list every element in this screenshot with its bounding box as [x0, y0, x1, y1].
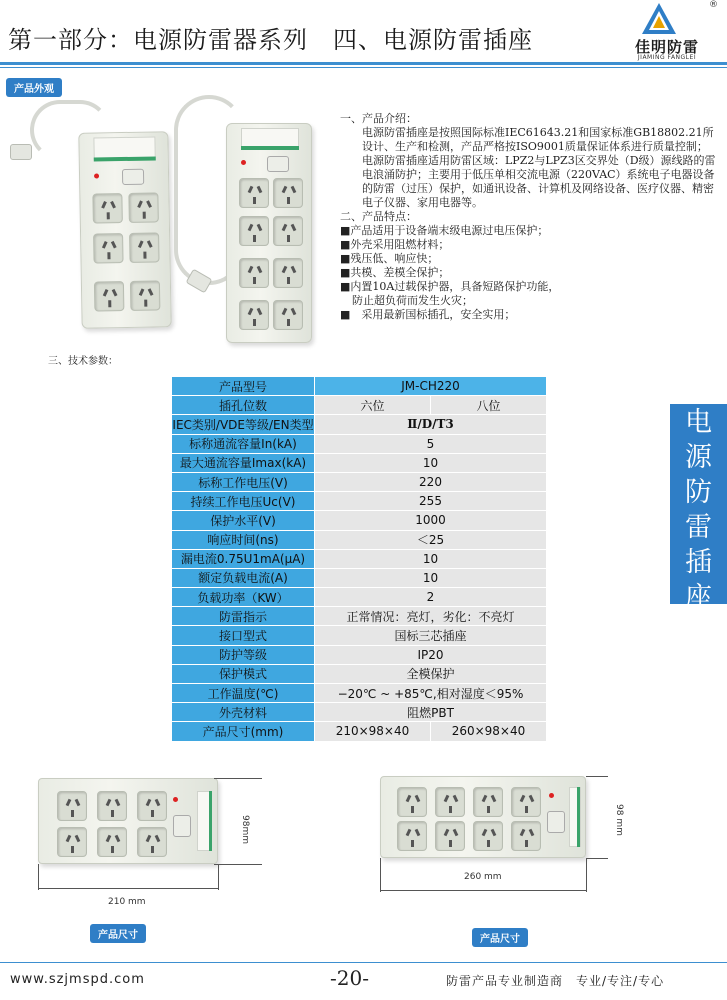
spec-table	[171, 376, 547, 742]
product-photo-eight-socket	[170, 95, 320, 345]
spec-key: 外壳材料	[172, 703, 315, 722]
table-row	[172, 453, 547, 472]
spec-value: Ⅱ/D/T3	[315, 415, 547, 434]
page-number: -20-	[330, 966, 369, 990]
feature-item: ■共模、差模全保护；	[340, 266, 450, 279]
table-row	[172, 549, 547, 568]
footer-slogan: 防雷产品专业制造商 专业/专注/专心	[446, 974, 665, 988]
table-row	[172, 645, 547, 664]
appearance-badge: 产品外观	[6, 78, 62, 97]
feature-item: ■残压低、响应快；	[340, 252, 439, 265]
dimension-line	[380, 858, 381, 892]
table-row	[172, 607, 547, 626]
intro-heading: 一、产品介绍：	[340, 112, 417, 125]
footer-website[interactable]: www.szjmspd.com	[10, 972, 145, 987]
spec-value: 阻燃PBT	[315, 703, 547, 722]
spec-key: 响应时间(ns)	[172, 530, 315, 549]
product-introduction	[340, 112, 720, 322]
feature-item: ■ 采用最新国标插孔，安全实用；	[340, 308, 516, 321]
spec-key: 产品型号	[172, 377, 315, 396]
spec-key: 漏电流0.75U1mA(μA)	[172, 549, 315, 568]
logo-english-name: JIAMING FANGLEI	[637, 54, 697, 61]
spec-value: 255	[315, 492, 547, 511]
table-row	[172, 588, 547, 607]
dimension-line	[214, 864, 262, 865]
spec-key: 保护模式	[172, 664, 315, 683]
spec-key: 防护等级	[172, 645, 315, 664]
dimension-line	[214, 778, 262, 779]
triangle-logo-icon	[641, 2, 677, 36]
spec-key: 标称工作电压(V)	[172, 472, 315, 491]
spec-key: 工作温度(℃)	[172, 684, 315, 703]
spec-value: 2	[315, 588, 547, 607]
spec-key: 产品尺寸(mm)	[172, 722, 315, 741]
spec-key: 标称通流容量In(kA)	[172, 434, 315, 453]
side-tab-char: 源	[685, 442, 712, 473]
spec-value: 1000	[315, 511, 547, 530]
spec-key: IEC类别/VDE等级/EN类型	[172, 415, 315, 434]
spec-key: 最大通流容量Imax(kA)	[172, 453, 315, 472]
side-tab-char: 电	[685, 407, 712, 438]
spec-value: 六位	[315, 396, 431, 415]
dimension-line	[38, 888, 218, 889]
registered-mark: ®	[709, 0, 718, 10]
dimension-drawing-six-socket	[38, 778, 218, 864]
page-title: 第一部分：电源防雷器系列 四、电源防雷插座	[8, 26, 533, 54]
spec-key: 持续工作电压Uc(V)	[172, 492, 315, 511]
dimension-height-label: 98 mm	[614, 804, 624, 836]
table-row	[172, 568, 547, 587]
header-divider	[0, 62, 727, 65]
spec-value: 10	[315, 549, 547, 568]
spec-key: 插孔位数	[172, 396, 315, 415]
dimension-line	[586, 776, 608, 777]
intro-paragraph-application: 电源防雷插座适用防雷区域：LPZ2与LPZ3区交界处（D级）源线路的雷电浪涌防护；主要用于低压单相交流电源（220VAC）系统电子电器设备的防雷（过压）保护，如通讯设备、计算机及网络设备、医疗仪器、精密电子仪器、家用电器等。	[362, 154, 716, 209]
spec-value: 八位	[430, 396, 546, 415]
side-tab-char: 雷	[685, 512, 712, 543]
spec-value: IP20	[315, 645, 547, 664]
spec-value: JM-CH220	[315, 377, 547, 396]
features-heading: 二、产品特点：	[340, 210, 417, 223]
dimension-width-label: 260 mm	[464, 872, 502, 882]
tech-params-heading: 三、技术参数：	[48, 356, 118, 367]
intro-paragraph-standards: 电源防雷插座是按照国际标准IEC61643.21和国家标准GB18802.21所设计、生产和检测，产品严格按ISO9001质量保证体系进行质量控制；	[362, 126, 714, 153]
spec-value: 10	[315, 453, 547, 472]
spec-key: 负载功率（KW）	[172, 588, 315, 607]
logo-chinese-name: 佳明防雷	[634, 38, 699, 56]
side-tab-char: 插	[685, 547, 712, 578]
feature-item: ■产品适用于设备端末级电源过电压保护；	[340, 224, 549, 237]
spec-key: 额定负载电流(A)	[172, 568, 315, 587]
dimension-width-label: 210 mm	[108, 897, 146, 907]
header-divider-thin	[0, 67, 727, 68]
table-row	[172, 492, 547, 511]
spec-value: 国标三芯插座	[315, 626, 547, 645]
dimension-line	[38, 864, 39, 890]
side-tab-char: 座	[685, 582, 712, 613]
dimension-line	[586, 858, 587, 892]
table-row	[172, 626, 547, 645]
table-row	[172, 511, 547, 530]
table-row	[172, 434, 547, 453]
size-badge: 产品尺寸	[472, 928, 528, 947]
table-row	[172, 415, 547, 434]
table-row	[172, 377, 547, 396]
spec-key: 保护水平(V)	[172, 511, 315, 530]
table-row	[172, 396, 547, 415]
side-category-tab	[670, 404, 727, 613]
dimension-line	[218, 864, 219, 890]
spec-value: 220	[315, 472, 547, 491]
spec-value: 5	[315, 434, 547, 453]
logo	[617, 2, 717, 60]
spec-value: ＜25	[315, 530, 547, 549]
feature-item: ■外壳采用阻燃材料；	[340, 238, 450, 251]
table-row	[172, 530, 547, 549]
feature-item: 防止超负荷而发生火灾；	[352, 294, 473, 307]
spec-key: 防雷指示	[172, 607, 315, 626]
dimension-line	[380, 890, 586, 891]
spec-value: 全模保护	[315, 664, 547, 683]
table-row	[172, 684, 547, 703]
spec-key: 接口型式	[172, 626, 315, 645]
spec-value: 10	[315, 568, 547, 587]
table-row	[172, 472, 547, 491]
side-tab-char: 防	[685, 477, 712, 508]
dimension-line	[586, 858, 608, 859]
feature-item: ■内置10A过载保护器，具备短路保护功能，	[340, 280, 560, 293]
spec-value: 260×98×40	[430, 722, 546, 741]
table-row	[172, 722, 547, 741]
size-badge: 产品尺寸	[90, 924, 146, 943]
footer-divider	[0, 962, 727, 963]
dimension-height-label: 98mm	[240, 815, 250, 844]
table-row	[172, 664, 547, 683]
spec-value: −20℃ ~ +85℃,相对湿度＜95%	[315, 684, 547, 703]
spec-value: 210×98×40	[315, 722, 431, 741]
product-photo-six-socket	[10, 90, 170, 330]
spec-value: 正常情况：亮灯，劣化：不亮灯	[315, 607, 547, 626]
dimension-drawing-eight-socket	[380, 776, 586, 858]
table-row	[172, 703, 547, 722]
